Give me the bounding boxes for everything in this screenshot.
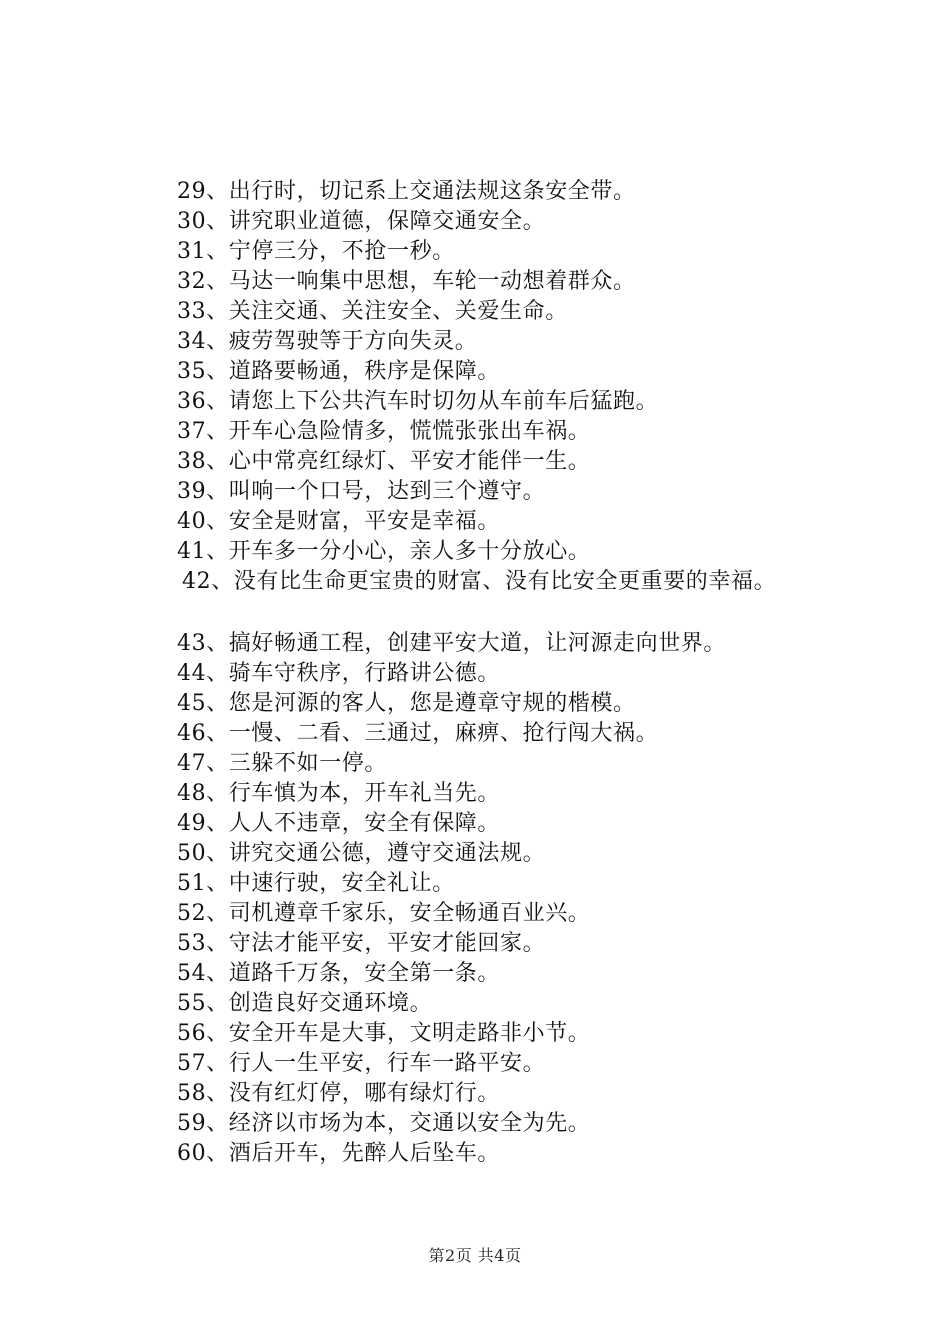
- list-item: 56、安全开车是大事，文明走路非小节。: [177, 1021, 591, 1046]
- list-item: 51、中速行驶，安全礼让。: [177, 871, 455, 896]
- list-item: 47、三躲不如一停。: [177, 751, 387, 776]
- list-item: 52、司机遵章千家乐，安全畅通百业兴。: [177, 901, 591, 926]
- list-item: 50、讲究交通公德，遵守交通法规。: [177, 841, 546, 866]
- list-item: 35、道路要畅通，秩序是保障。: [177, 359, 500, 384]
- list-item: 43、搞好畅通工程，创建平安大道，让河源走向世界。: [177, 631, 726, 656]
- list-item: 53、守法才能平安，平安才能回家。: [177, 931, 546, 956]
- list-item: 39、叫响一个口号，达到三个遵守。: [177, 479, 546, 504]
- page-number-footer: 第2页 共4页: [428, 1246, 522, 1265]
- list-item: 29、出行时，切记系上交通法规这条安全带。: [177, 179, 636, 204]
- list-item: 38、心中常亮红绿灯、平安才能伴一生。: [177, 449, 591, 474]
- list-item: 44、骑车守秩序，行路讲公德。: [177, 661, 500, 686]
- list-item: 33、关注交通、关注安全、关爱生命。: [177, 299, 568, 324]
- list-item: 34、疲劳驾驶等于方向失灵。: [177, 329, 478, 354]
- list-item: 59、经济以市场为本，交通以安全为先。: [177, 1111, 591, 1136]
- list-item: 30、讲究职业道德，保障交通安全。: [177, 209, 546, 234]
- list-item: 40、安全是财富，平安是幸福。: [177, 509, 500, 534]
- list-item: 55、创造良好交通环境。: [177, 991, 433, 1016]
- list-item: 46、一慢、二看、三通过，麻痹、抢行闯大祸。: [177, 721, 659, 746]
- list-item: 60、酒后开车，先醉人后坠车。: [177, 1141, 500, 1166]
- list-item: 31、宁停三分，不抢一秒。: [177, 239, 455, 264]
- list-item: 41、开车多一分小心，亲人多十分放心。: [177, 539, 591, 564]
- slogan-list: [177, 177, 917, 1169]
- list-item: 57、行人一生平安，行车一路平安。: [177, 1051, 546, 1076]
- list-item: 48、行车慎为本，开车礼当先。: [177, 781, 500, 806]
- list-item: 32、马达一响集中思想，车轮一动想着群众。: [177, 269, 636, 294]
- list-item: 58、没有红灯停，哪有绿灯行。: [177, 1081, 500, 1106]
- list-item: 42、没有比生命更宝贵的财富、没有比安全更重要的幸福。: [182, 569, 777, 594]
- list-item: 49、人人不违章，安全有保障。: [177, 811, 500, 836]
- list-item: 36、请您上下公共汽车时切勿从车前车后猛跑。: [177, 389, 659, 414]
- list-item: 45、您是河源的客人，您是遵章守规的楷模。: [177, 691, 636, 716]
- list-item: 37、开车心急险情多，慌慌张张出车祸。: [177, 419, 591, 444]
- list-item: 54、道路千万条，安全第一条。: [177, 961, 500, 986]
